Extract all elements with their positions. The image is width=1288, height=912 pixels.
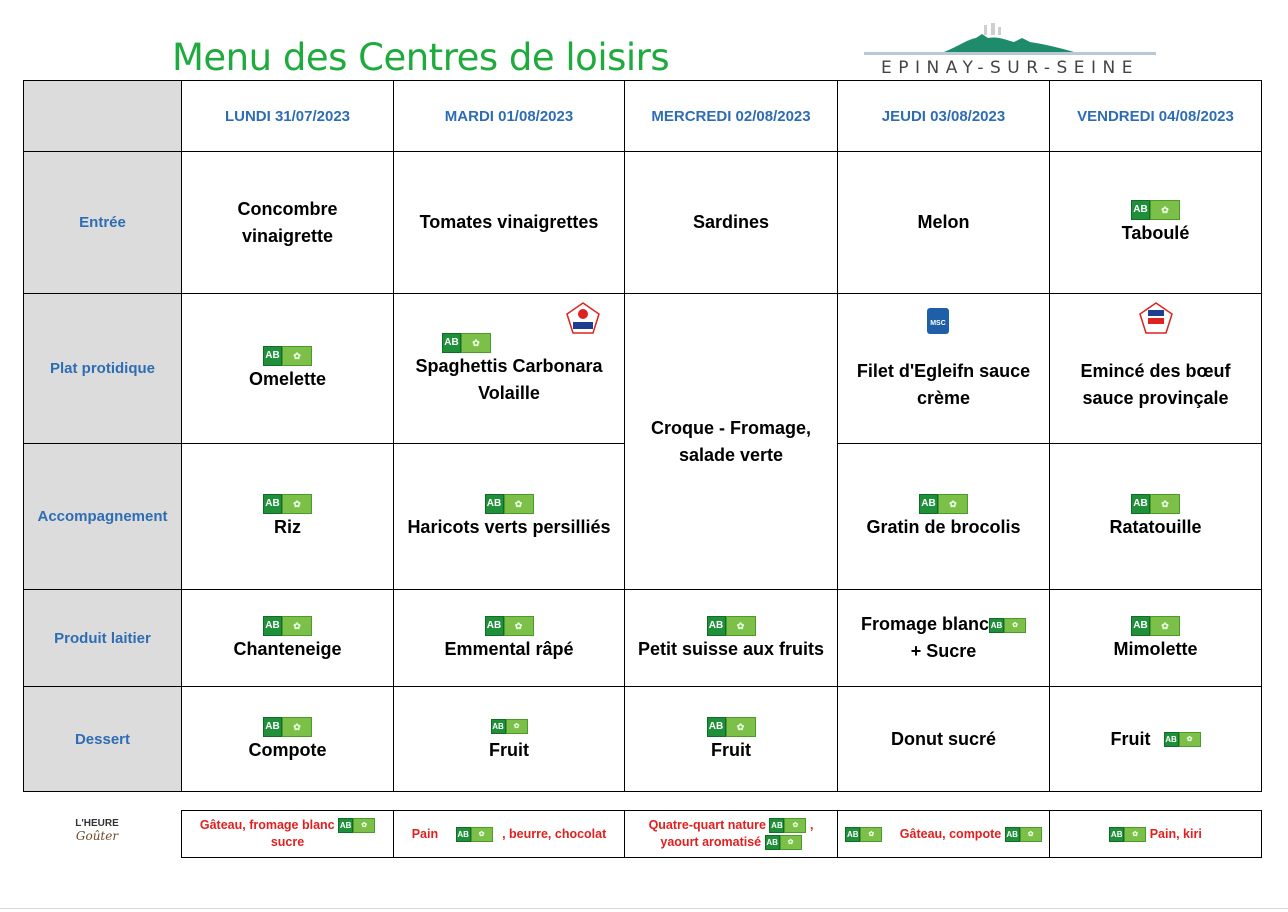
dish-text: Chanteneige xyxy=(233,638,342,659)
dish-text: Riz xyxy=(274,517,301,537)
gouter-text-2: , beurre, chocolat xyxy=(502,826,607,841)
organic-ab-icon: AB ✿ xyxy=(485,616,534,636)
row-label-dessert: Dessert xyxy=(24,687,182,792)
dish-text: Petit suisse aux fruits xyxy=(637,638,825,659)
msc-label-icon: MSC xyxy=(927,308,949,334)
dish-text: Ratatouille xyxy=(1109,517,1202,537)
city-logo xyxy=(864,22,1156,78)
organic-ab-icon: AB ✿ xyxy=(1109,827,1146,842)
dish-text: Fruit xyxy=(711,739,751,760)
dish-laitier-thu xyxy=(838,590,1050,687)
dish-plat-wed xyxy=(625,294,838,590)
page-title: Menu des Centres de loisirs xyxy=(172,36,670,79)
dish-text: Haricots verts persilliés xyxy=(407,517,611,537)
dish-text: Omelette xyxy=(248,369,327,389)
french-beef-label-icon xyxy=(1139,302,1173,334)
dish-text: Concombre vinaigrette xyxy=(237,198,338,246)
day-header-friday: VENDREDI 04/08/2023 xyxy=(1050,81,1262,152)
dish-text: Emincé des bœuf sauce provinçale xyxy=(1080,360,1231,408)
gouter-logo-line1: L'HEURE xyxy=(75,818,119,829)
gouter-mon xyxy=(182,811,394,858)
row-label-entree: Entrée xyxy=(24,152,182,294)
gouter-text: Gâteau, compote xyxy=(899,826,1002,841)
gouter-fri xyxy=(1050,811,1262,858)
gouter-wed xyxy=(625,811,838,858)
organic-ab-icon: AB ✿ xyxy=(263,616,312,636)
dish-dessert-mon xyxy=(182,687,394,792)
french-poultry-label-icon xyxy=(566,302,600,334)
day-header-wednesday: MERCREDI 02/08/2023 xyxy=(625,81,838,152)
dish-accomp-mon xyxy=(182,444,394,590)
dish-text: Spaghettis Carbonara Volaille xyxy=(415,355,603,403)
gouter-text: Pain, kiri xyxy=(1149,826,1202,841)
corner-cell xyxy=(24,81,182,152)
organic-ab-icon: AB ✿ xyxy=(845,827,882,842)
organic-ab-icon: AB ✿ xyxy=(1164,732,1201,747)
dish-accomp-tue xyxy=(394,444,625,590)
day-header-monday: LUNDI 31/07/2023 xyxy=(182,81,394,152)
dish-dessert-thu: Donut sucré xyxy=(838,687,1050,792)
row-dessert xyxy=(24,687,1262,792)
day-header-tuesday: MARDI 01/08/2023 xyxy=(394,81,625,152)
city-name: EPINAY-SUR-SEINE xyxy=(880,58,1140,78)
dish-plat-tue xyxy=(394,294,625,444)
gouter-text: Quatre-quart nature xyxy=(648,818,766,832)
dish-text: Croque - Fromage, salade verte xyxy=(650,417,811,465)
organic-ab-icon: AB ✿ xyxy=(338,818,375,833)
dish-laitier-wed xyxy=(625,590,838,687)
organic-ab-icon: AB ✿ xyxy=(919,494,968,514)
row-entree xyxy=(24,152,1262,294)
organic-ab-icon: AB ✿ xyxy=(769,818,806,833)
gouter-row xyxy=(182,811,1262,858)
gouter-tue xyxy=(394,811,625,858)
gouter-thu xyxy=(838,811,1050,858)
gouter-text-2: , xyxy=(809,818,814,832)
organic-ab-icon: AB ✿ xyxy=(765,835,802,850)
dish-plat-thu xyxy=(838,294,1050,444)
gouter-text-2: sucre xyxy=(270,835,305,849)
dish-entree-fri xyxy=(1050,152,1262,294)
dish-dessert-wed xyxy=(625,687,838,792)
organic-ab-icon: AB ✿ xyxy=(485,494,534,514)
organic-ab-icon: AB ✿ xyxy=(707,717,756,737)
organic-ab-icon: AB ✿ xyxy=(456,827,493,842)
gouter-logo-line2: Goûter xyxy=(75,829,119,843)
row-label-laitier: Produit laitier xyxy=(24,590,182,687)
organic-ab-icon: AB ✿ xyxy=(707,616,756,636)
gouter-table xyxy=(181,810,1262,858)
gouter-text: Pain xyxy=(411,826,439,841)
row-label-plat: Plat protidique xyxy=(24,294,182,444)
dish-text: Mimolette xyxy=(1113,638,1198,659)
gouter-text: Gâteau, fromage blanc xyxy=(199,818,335,832)
dish-accomp-thu xyxy=(838,444,1050,590)
dish-dessert-fri xyxy=(1050,687,1262,792)
dish-entree-mon xyxy=(182,152,394,294)
bottom-divider xyxy=(0,908,1288,909)
row-label-accomp: Accompagnement xyxy=(24,444,182,590)
dish-plat-fri xyxy=(1050,294,1262,444)
dish-laitier-mon xyxy=(182,590,394,687)
dish-laitier-tue xyxy=(394,590,625,687)
dish-text: Filet d'Egleifn sauce crème xyxy=(856,360,1031,408)
heure-gouter-logo xyxy=(62,818,132,858)
dish-text: Emmental râpé xyxy=(444,638,574,659)
dish-text: Gratin de brocolis xyxy=(866,517,1021,537)
dish-text: Fromage blanc xyxy=(860,614,990,634)
dish-laitier-fri xyxy=(1050,590,1262,687)
organic-ab-icon: AB ✿ xyxy=(1005,827,1042,842)
organic-ab-icon: AB ✿ xyxy=(1131,616,1180,636)
dish-accomp-fri xyxy=(1050,444,1262,590)
organic-ab-icon: AB ✿ xyxy=(1131,200,1180,220)
row-plat xyxy=(24,294,1262,444)
menu-table xyxy=(23,80,1262,792)
dish-text: Taboulé xyxy=(1121,223,1190,243)
dish-entree-thu: Melon xyxy=(838,152,1050,294)
skyline-icon xyxy=(864,22,1156,62)
dish-entree-tue: Tomates vinaigrettes xyxy=(394,152,625,294)
gouter-text-3: yaourt aromatisé xyxy=(660,835,762,849)
row-laitier xyxy=(24,590,1262,687)
dish-plat-mon xyxy=(182,294,394,444)
dish-text-2: + Sucre xyxy=(910,641,977,661)
organic-ab-icon: AB ✿ xyxy=(1131,494,1180,514)
day-header-thursday: JEUDI 03/08/2023 xyxy=(838,81,1050,152)
organic-ab-icon: AB ✿ xyxy=(442,333,491,353)
dish-dessert-tue xyxy=(394,687,625,792)
dish-text: Compote xyxy=(248,739,327,760)
organic-ab-icon: AB ✿ xyxy=(989,618,1026,633)
dish-entree-wed: Sardines xyxy=(625,152,838,294)
organic-ab-icon: AB ✿ xyxy=(263,494,312,514)
organic-ab-icon: AB ✿ xyxy=(263,346,312,366)
dish-text: Fruit xyxy=(1110,728,1151,749)
dish-text: Fruit xyxy=(489,739,529,760)
organic-ab-icon: AB ✿ xyxy=(491,719,528,734)
header-row xyxy=(24,81,1262,152)
organic-ab-icon: AB ✿ xyxy=(263,717,312,737)
